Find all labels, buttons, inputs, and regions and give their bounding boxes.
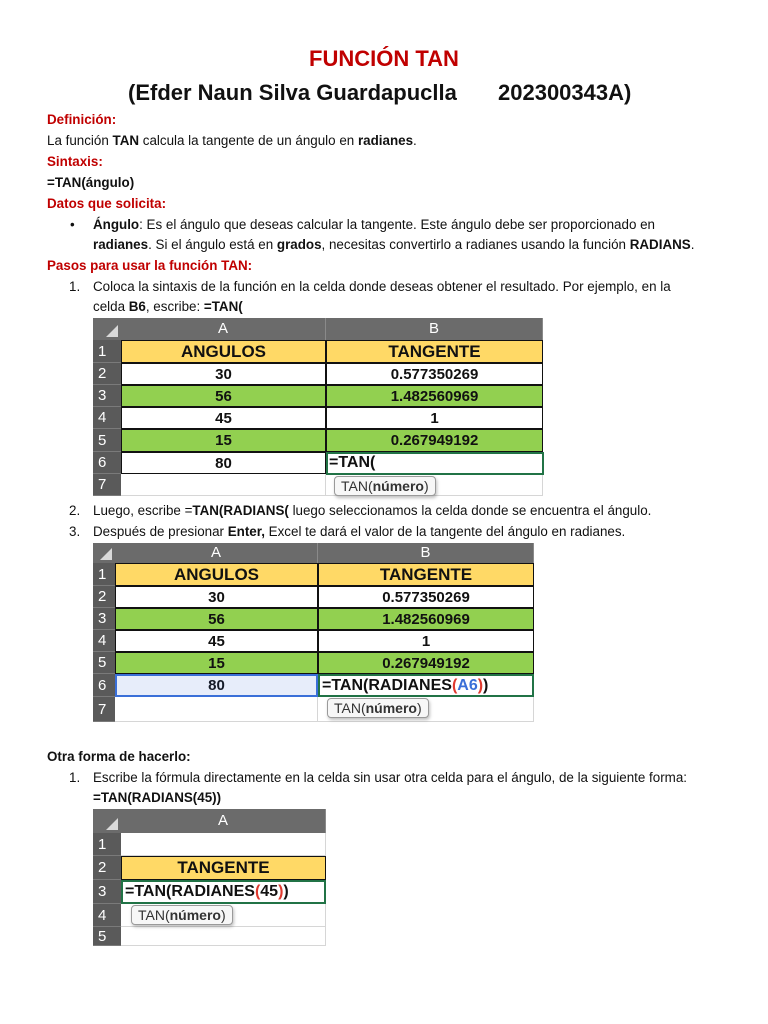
table-cell[interactable]: 30 [115,586,318,608]
row-header: 2 [93,586,115,608]
table-cell[interactable]: TANGENTE [121,856,326,880]
t: La función [47,133,113,148]
step-number: 3. [69,524,81,539]
formula-part: =TAN(RADIANES [322,676,452,694]
function-tooltip [327,698,429,718]
formula-part: ( [451,676,458,694]
table-cell[interactable] [115,697,318,722]
formula-cell[interactable] [318,674,534,697]
row-header: 4 [93,630,115,652]
t: . [690,237,695,252]
table-cell[interactable]: 1.482560969 [318,608,534,630]
tooltip-part: TAN( [341,478,373,494]
column-header: A [121,809,326,833]
t: calcula la tangente de un ángulo en [139,133,358,148]
spreadsheet-1 [93,318,545,497]
select-all-corner-icon [93,318,121,340]
table-cell[interactable] [121,474,326,496]
row-header: 5 [93,429,121,452]
table-cell[interactable]: TANGENTE [326,340,543,363]
formula-part: =TAN(RADIANES [125,883,255,900]
table-cell[interactable]: ANGULOS [115,563,318,586]
row-header: 3 [93,608,115,630]
row-header: 1 [93,833,121,856]
select-all-corner-icon [93,809,121,833]
t: Ángulo [93,217,140,232]
step-number: 2. [69,503,81,518]
tooltip-part: número [372,478,424,494]
table-cell[interactable]: 0.267949192 [326,429,543,452]
table-cell[interactable]: =TAN( [326,452,543,474]
table-cell[interactable]: 56 [121,385,326,407]
t: , escribe: [145,299,204,314]
step-number: 1. [69,770,81,785]
table-cell[interactable]: 1.482560969 [326,385,543,407]
t: : Es el ángulo que deseas calcular la tangente. Este ángulo debe ser proporcionado en [139,217,656,232]
otra-text: Escribe la fórmula directamente en la celda sin usar otra celda para el ángulo, de la siguiente forma: [93,770,687,785]
tooltip-part: número [365,700,417,716]
row-header: 6 [93,452,121,474]
spreadsheet-3 [93,809,330,945]
table-cell[interactable]: 80 [121,452,326,474]
t: Enter, [227,524,265,539]
formula-part: ) [477,676,484,694]
author-name: (Efder Naun Silva Guardapuclla [128,80,457,105]
column-header: A [121,318,326,340]
function-tooltip [131,905,233,925]
table-cell[interactable]: 45 [115,630,318,652]
t: grados [276,237,322,252]
t: TAN [112,133,140,148]
row-header: 7 [93,697,115,722]
table-cell[interactable] [121,833,326,856]
table-cell[interactable]: 0.577350269 [326,363,543,385]
sintaxis-heading: Sintaxis: [47,154,103,169]
t: , necesitas convertirlo a radianes usando la función [321,237,630,252]
selected-cell-outline [326,452,544,475]
bullet-line-1 [93,217,655,232]
t: =TAN( [203,299,243,314]
datos-heading: Datos que solicita: [47,196,167,211]
formula-part: ) [278,883,284,900]
table-cell[interactable]: 15 [115,652,318,674]
t: TAN(RADIANS( [192,503,289,518]
table-cell[interactable]: 1 [318,630,534,652]
row-header: 2 [93,363,121,385]
table-cell[interactable]: 30 [121,363,326,385]
otra-heading: Otra forma de hacerlo: [47,749,191,764]
column-header: A [115,543,318,563]
row-header: 7 [93,474,121,496]
step3-text [93,524,625,539]
table-cell[interactable]: ANGULOS [121,340,326,363]
definicion-text [47,133,417,148]
student-code: 202300343A) [498,80,632,105]
tooltip-part: ) [423,478,429,494]
table-cell[interactable]: 80 [115,674,318,697]
tooltip-part: ) [220,907,226,923]
table-cell[interactable] [121,927,326,946]
row-header: 1 [93,563,115,586]
table-cell[interactable]: 15 [121,429,326,452]
pasos-heading: Pasos para usar la función TAN: [47,258,253,273]
formula-cell[interactable] [121,880,326,904]
row-header: 4 [93,407,121,429]
row-header: 4 [93,904,121,927]
bullet-line-2 [93,237,694,252]
column-header: B [326,318,543,340]
row-header: 1 [93,340,121,363]
formula-part: ) [283,883,289,900]
table-cell[interactable]: 0.267949192 [318,652,534,674]
t: . Si el ángulo está en [148,237,277,252]
formula-part: ( [254,883,261,900]
t: radianes [357,133,414,148]
t: Excel te dará el valor de la tangente del ángulo en radianes. [264,524,626,539]
t: Luego, escribe = [93,503,193,518]
tooltip-part: TAN( [334,700,366,716]
spreadsheet-2 [93,543,540,723]
t: RADIANS [629,237,691,252]
select-all-corner-icon [93,543,115,563]
t: celda [93,299,129,314]
function-tooltip [334,476,436,496]
row-header: 3 [93,880,121,904]
formula-part: A6 [457,676,478,694]
t: B6 [128,299,146,314]
t: . [413,133,417,148]
row-header: 5 [93,652,115,674]
table-cell[interactable]: 1 [326,407,543,429]
t: luego seleccionamos la celda donde se encuentra el ángulo. [288,503,652,518]
tooltip-part: ) [416,700,422,716]
sintaxis-text: =TAN(ángulo) [47,175,135,190]
row-header: 3 [93,385,121,407]
table-cell[interactable]: TANGENTE [318,563,534,586]
table-cell[interactable]: 0.577350269 [318,586,534,608]
table-cell[interactable]: 45 [121,407,326,429]
bullet-icon: • [70,217,75,232]
row-header: 2 [93,856,121,880]
definicion-heading: Definición: [47,112,117,127]
doc-title: FUNCIÓN TAN [309,46,459,71]
step2-text [93,503,651,518]
tooltip-part: TAN( [138,907,170,923]
formula-part: ) [483,676,489,694]
otra-formula: =TAN(RADIANS(45)) [93,790,222,805]
step1-line2 [93,299,243,314]
tooltip-part: número [169,907,221,923]
t: radianes [93,237,149,252]
row-header: 5 [93,927,121,946]
step1-line1: Coloca la sintaxis de la función en la celda donde deseas obtener el resultado. Por ejemplo, en la [93,279,671,294]
t: Después de presionar [93,524,228,539]
column-header: B [318,543,534,563]
row-header: 6 [93,674,115,697]
step-number: 1. [69,279,81,294]
formula-part: 45 [260,883,279,900]
reference-highlight [115,674,318,697]
table-cell[interactable]: 56 [115,608,318,630]
